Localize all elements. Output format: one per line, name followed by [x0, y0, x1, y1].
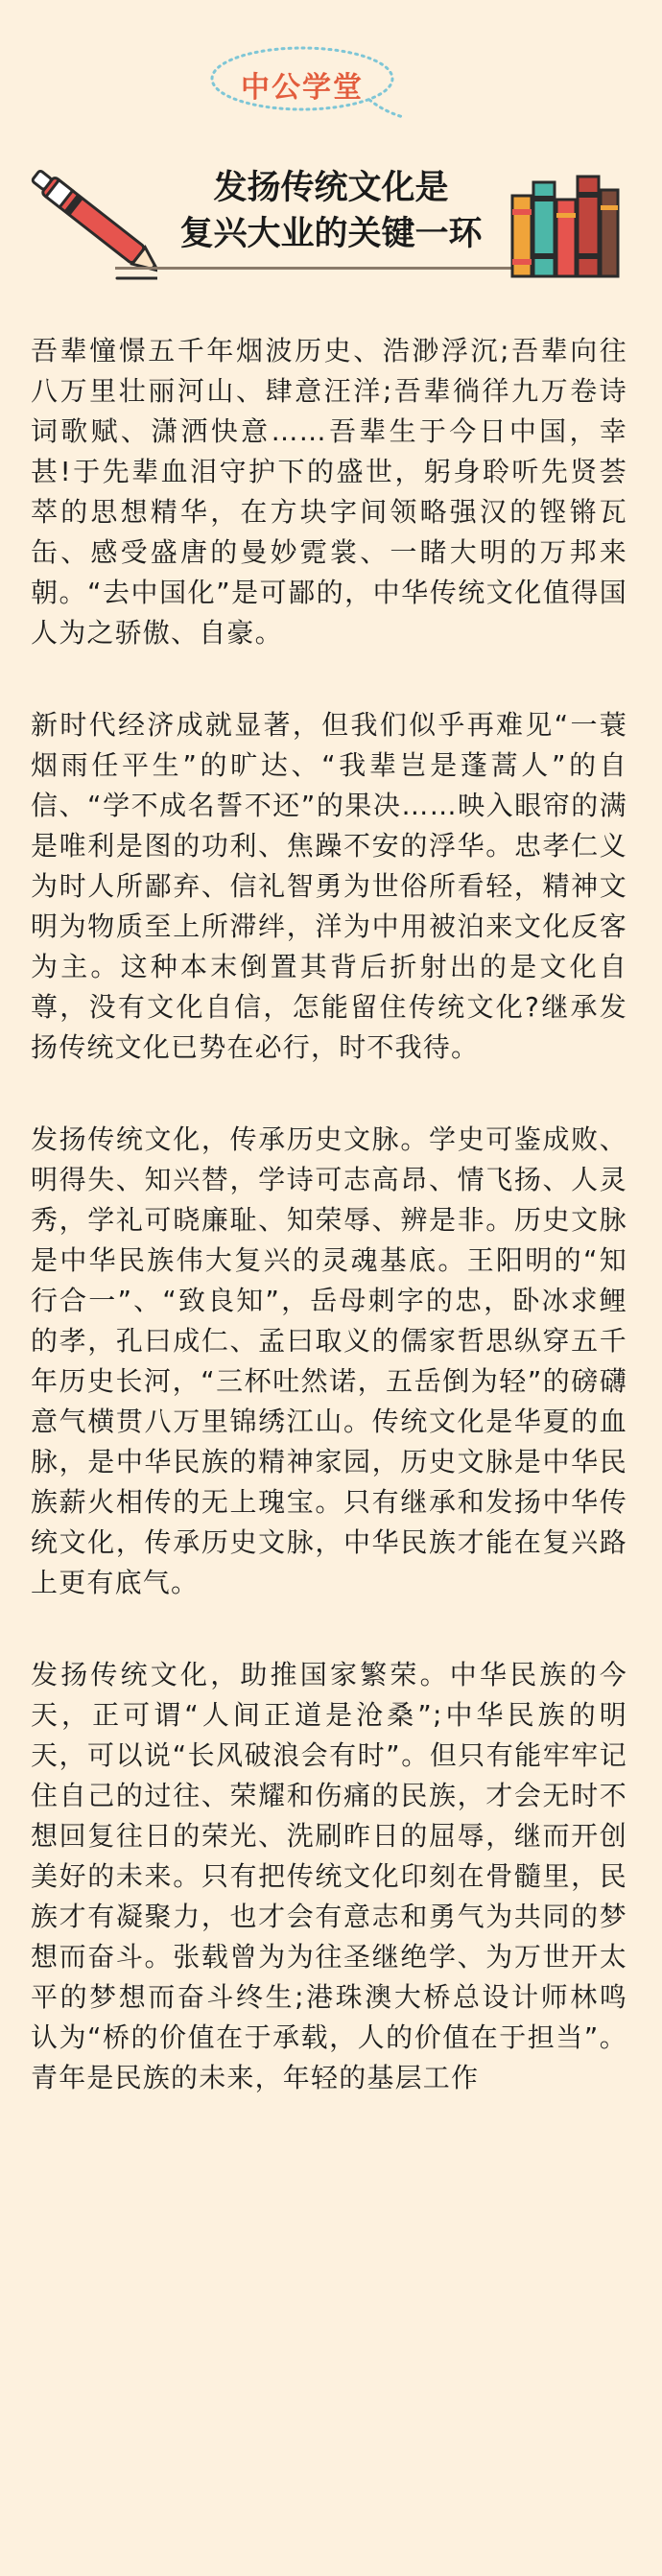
brand-badge	[206, 40, 432, 127]
paragraph-1: 吾辈憧憬五千年烟波历史、浩渺浮沉;吾辈向往八万里壮丽河山、肆意汪洋;吾辈徜徉九万卷诗词歌赋、潇洒快意……吾辈生于今日中国，幸甚!于先辈血泪守护下的盛世，躬身聆听先贤荟萃的思想精华，在方块字间领略强汉的铿锵瓦缶、感受盛唐的曼妙霓裳、一睹大明的万邦来朝。“去中国化”是可鄙的，中华传统文化值得国人为之骄傲、自豪。	[31, 335, 627, 649]
title-line-1: 发扬传统文化是	[213, 169, 449, 207]
article-body	[31, 331, 627, 2150]
paragraph-2: 新时代经济成就显著，但我们似乎再难见“一蓑烟雨任平生”的旷达、“我辈岂是蓬蒿人”的自信、“学不成名誓不还”的果决……映入眼帘的满是唯利是图的功利、焦躁不安的浮华。忠孝仁义为时人所鄙弃、信礼智勇为世俗所看轻，精神文明为物质至上所滞绊，洋为中用被泊来文化反客为主。这种本末倒置其背后折射出的是文化自尊，没有文化自信，怎能留住传统文化?继承发扬传统文化已势在必行，时不我待。	[31, 709, 627, 1063]
books-icon	[507, 171, 622, 278]
pen-icon	[13, 155, 157, 290]
title-banner	[0, 144, 662, 288]
paragraph-4: 发扬传统文化，助推国家繁荣。中华民族的今天，正可谓“人间正道是沧桑”;中华民族的明天，可以说“长风破浪会有时”。但只有能牢牢记住自己的过往、荣耀和伤痛的民族，才会无时不想回复往日的荣光、洗刷昨日的屈辱，继而开创美好的未来。只有把传统文化印刻在骨髓里，民族才有凝聚力，也才会有意志和勇气为共同的梦想而奋斗。张载曾为为往圣继绝学、为万世开太平的梦想而奋斗终生;港珠澳大桥总设计师林鸣认为“桥的价值在于承载，人的价值在于担当”。青年是民族的未来，年轻的基层工作	[31, 1659, 627, 2093]
title-underline	[115, 267, 518, 270]
badge-label: 中公学堂	[241, 71, 364, 105]
paragraph-3: 发扬传统文化，传承历史文脉。学史可鉴成败、明得失、知兴替，学诗可志高昂、情飞扬、人灵秀，学礼可晓廉耻、知荣辱、辨是非。历史文脉是中华民族伟大复兴的灵魂基底。王阳明的“知行合一”、“致良知”，岳母刺字的忠，卧冰求鲤的孝，孔曰成仁、孟曰取义的儒家哲思纵穿五千年历史长河，“三杯吐然诺，五岳倒为轻”的磅礴意气横贯八万里锦绣江山。传统文化是华夏的血脉，是中华民族的精神家园，历史文脉是中华民族薪火相传的无上瑰宝。只有继承和发扬中华传统文化，传承历史文脉，中华民族才能在复兴路上更有底气。	[31, 1123, 627, 1598]
article-title	[163, 165, 499, 257]
title-line-2: 复兴大业的关键一环	[179, 215, 483, 253]
